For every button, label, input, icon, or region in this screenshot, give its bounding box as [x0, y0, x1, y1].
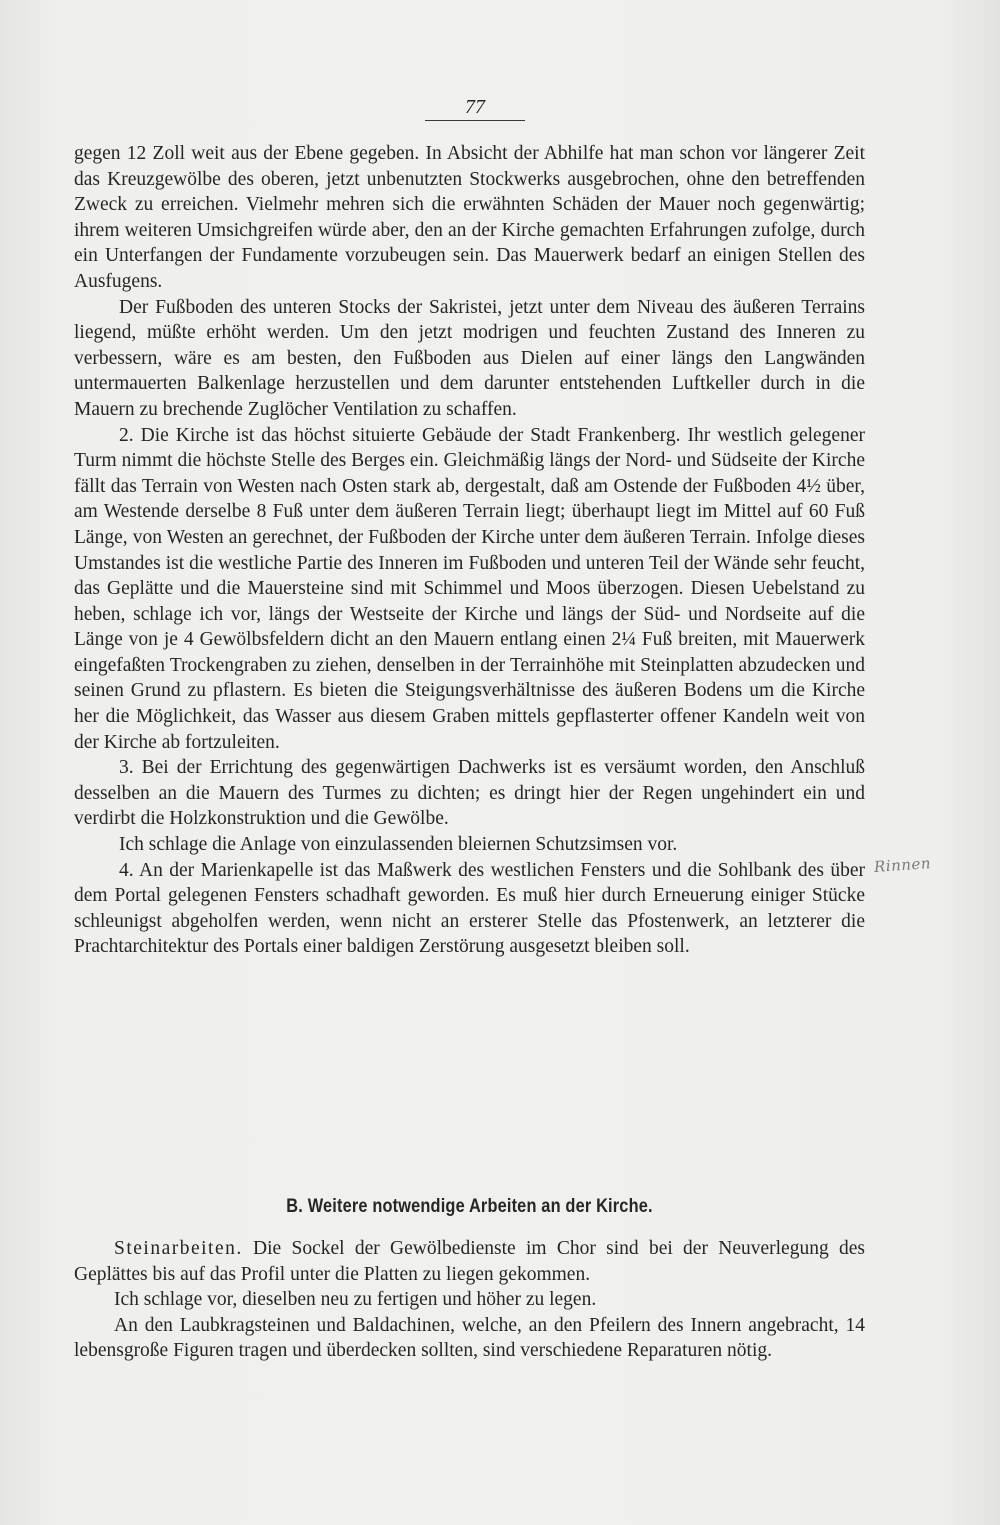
paragraph-text: Die Sockel der Gewölbedienste im Chor sind bei der Neuverlegung des Geplättes bis auf das Profil unter die Platten zu liegen gekommen. [74, 1238, 865, 1285]
run-in-heading: Steinarbeiten. [114, 1238, 243, 1259]
section-heading: B. Weitere notwendige Arbeiten an der Kirche. [286, 1196, 653, 1217]
paragraph: Ich schlage vor, dieselben neu zu fertigen und höher zu legen. [114, 1289, 597, 1311]
main-text [74, 141, 865, 960]
paragraph: 4. An der Marienkapelle ist das Maßwerk des westlichen Fensters und die Sohlbank des über dem Portal gelegenen Fensters schadhaft geworden. Es muß hier durch Erneuerung einiger Stücke schleunigst abgeholfen werden, wenn nicht an ersterer Stelle das Pfostenwerk, an letzterer die Prachtarchitektur des Portals einer baldigen Zerstörung ausgesetzt bleiben soll. [74, 859, 865, 958]
paragraph [74, 1236, 865, 1287]
handwritten-margin-note: Rinnen [873, 854, 932, 876]
paragraph: Der Fußboden des unteren Stocks der Sakristei, jetzt unter dem Niveau des äußeren Terrains liegend, müßte erhöht werden. Um den jetzt modrigen und feuchten Zustand des Inneren zu verbessern, wäre es am besten, den Fußboden aus Dielen auf einer längs den Langwänden untermauerten Balkenlage herzustellen und dem darunter entstehenden Luftkeller durch in die Mauern zu brechende Zuglöcher Ventilation zu schaffen. [74, 296, 865, 420]
section-b-text [74, 1236, 865, 1364]
page-number: 77 [425, 96, 525, 121]
paragraph: gegen 12 Zoll weit aus der Ebene gegeben. In Absicht der Abhilfe hat man schon vor längerer Zeit das Kreuzgewölbe des oberen, jetzt unbenutzten Stockwerks ausgebrochen, ohne den betreffenden Zweck zu erreichen. Vielmehr mehren sich die erwähnten Schäden der Mauer noch gegenwärtig; ihrem weiteren Umsichgreifen würde aber, den an der Kirche gemachten Erfahrungen zufolge, durch ein Unterfangen der Fundamente vorzubeugen sein. Das Mauerwerk bedarf an einigen Stellen des Ausfugens. [74, 143, 865, 292]
paragraph: An den Laubkragsteinen und Baldachinen, welche, an den Pfeilern des Innern angebracht, 14 lebensgroße Figuren tragen und überdecken sollten, sind verschiedene Reparaturen nötig. [74, 1314, 865, 1362]
paragraph: 3. Bei der Errichtung des gegenwärtigen Dachwerks ist es versäumt worden, den Anschluß desselben an die Mauern des Turmes zu dichten; es dringt hier der Regen ungehindert ein und verdirbt die Holzkonstruktion und die Gewölbe. [74, 757, 865, 830]
paragraph: 2. Die Kirche ist das höchst situierte Gebäude der Stadt Frankenberg. Ihr westlich gelegener Turm nimmt die höchste Stelle des Berges ein. Gleichmäßig längs der Nord- und Südseite der Kirche fällt das Terrain von Westen nach Osten stark ab, dergestalt, daß am Ostende der Fußboden 4½ über, am Westende derselbe 8 Fuß unter dem äußeren Terrain liegt; überhaupt liegt im Mittel auf 60 Fuß Länge, von Westen an gerechnet, der Fußboden der Kirche unter dem äußeren Terrain. Infolge dieses Umstandes ist die westliche Partie des Inneren im Fußboden und unteren Teil der Wände sehr feucht, das Geplätte und die Mauersteine sind mit Schimmel und Moos überzogen. Diesen Uebelstand zu heben, schlage ich vor, längs der Westseite der Kirche und längs der Süd- und Nordseite auf die Länge von je 4 Gewölbsfeldern dicht an den Mauern entlang einen 2¼ Fuß breiten, mit Mauerwerk eingefaßten Trockengraben zu ziehen, denselben in der Terrainhöhe mit Steinplatten abzudecken und seinen Grund zu pflastern. Es bieten die Steigungsverhältnisse des äußeren Bodens um die Kirche her die Möglichkeit, das Wasser aus diesem Graben mittels gepflasterter offener Kandeln weit von der Kirche ab fortzuleiten. [74, 424, 865, 753]
paragraph: Ich schlage die Anlage von einzulassenden bleiernen Schutzsimsen vor. [119, 834, 678, 856]
